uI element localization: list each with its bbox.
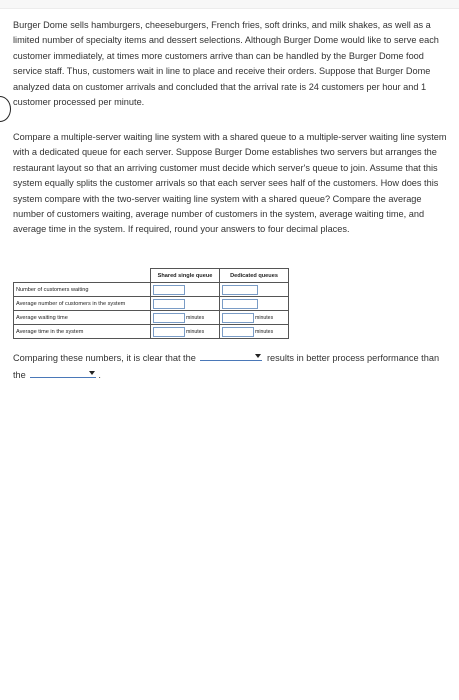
problem-paragraph-1: Burger Dome sells hamburgers, cheeseburgers, French fries, soft drinks, and milk shakes, as well as a limited number of specialty items and dessert selections. Although Burger Dome would like to serve each customer immediately, at times more customers arrive than can be handled by the Burger Dome food service staff. Thus, customers wait in line to place and receive their orders. Suppose that Burger Dome analyzed data on customer arrivals and concluded that the arrival rate is 24 customers per hour and 1 customer processed per minute. [13,20,439,108]
answer-input-shared-waiting[interactable] [153,285,185,295]
cell-dedicated [220,283,289,297]
row-label: Average waiting time [14,311,151,325]
comparison-text-before: Comparing these numbers, it is clear that the [13,353,196,363]
table-row [14,311,289,325]
chevron-down-icon [89,371,95,375]
unit-label: minutes [186,328,205,335]
cell-shared [151,325,220,339]
answer-input-shared-time-in-system[interactable] [153,327,185,337]
top-strip [0,0,459,9]
comparison-text-middle: results in better process performance than the [13,353,440,380]
cell-dedicated [220,325,289,339]
comparison-sentence [13,350,453,384]
answer-input-dedicated-wait-time[interactable] [222,313,254,323]
answer-input-dedicated-in-system[interactable] [222,299,258,309]
table-row [14,283,289,297]
cell-dedicated [220,297,289,311]
unit-label: minutes [255,328,274,335]
cell-shared [151,283,220,297]
col-header-shared: Shared single queue [151,269,220,283]
cell-shared [151,297,220,311]
table-header-row [14,269,289,283]
answer-input-shared-in-system[interactable] [153,299,185,309]
row-label: Number of customers waiting [14,283,151,297]
cell-shared [151,311,220,325]
left-margin-bracket-icon [0,96,11,122]
col-header-dedicated: Dedicated queues [220,269,289,283]
unit-label: minutes [255,314,274,321]
answer-input-dedicated-waiting[interactable] [222,285,258,295]
problem-paragraph-2: Compare a multiple-server waiting line system with a shared queue to a multiple-server waiting line system with a dedicated queue for each server. Suppose Burger Dome establishes two servers but arranges the restaurant layout so that an arriving customer must decide which server's queue to join. Assume that this system equally splits the customer arrivals so that each server sees half of the customers. How does this system compare with the two-server waiting line system with a shared queue? Compare the average number of customers waiting, average number of customers in the system, average waiting time, and average time in the system. If required, round your answers to four decimal places. [13,132,447,235]
answer-input-shared-wait-time[interactable] [153,313,185,323]
answer-table [13,268,289,339]
comparison-text-end: . [98,370,101,380]
answer-input-dedicated-time-in-system[interactable] [222,327,254,337]
table-row [14,297,289,311]
table-corner [14,269,151,283]
chevron-down-icon [255,354,261,358]
comparison-dropdown-1[interactable] [200,351,262,361]
row-label: Average number of customers in the system [14,297,151,311]
comparison-dropdown-2[interactable] [30,368,96,378]
table-row [14,325,289,339]
row-label: Average time in the system [14,325,151,339]
cell-dedicated [220,311,289,325]
unit-label: minutes [186,314,205,321]
